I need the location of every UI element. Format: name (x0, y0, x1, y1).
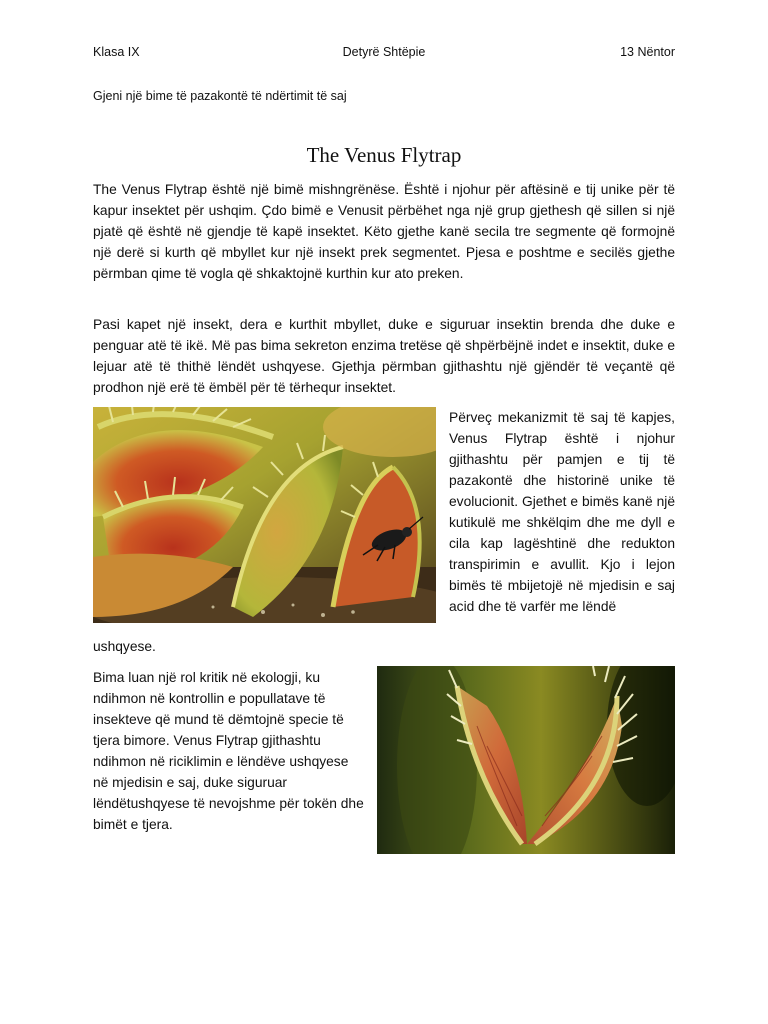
header-assignment: Detyrë Shtëpie (342, 45, 426, 59)
task-instruction: Gjeni një bime të pazakontë të ndërtimit të saj (93, 89, 347, 103)
paragraph-appearance-end: ushqyese. (93, 639, 156, 654)
header-class: Klasa IX (93, 45, 140, 59)
paragraph-intro: The Venus Flytrap është një bimë mishngrënëse. Është i njohur për aftësinë e tij unike për të kapur insektet për ushqim. Çdo bimë e Venusit përbëhet nga një grup gjethesh që sillen si një pjatë që është në gjendje të kapë insektet. Këto gjethe kanë secila tre segmente që formojnë një derë si kurth që mbyllet kur një insekt prek segmentet. Pjesa e poshtme e secilës gjethe përmban qime të vogla që shkaktojnë kurthin kur ato preken. (93, 182, 675, 281)
paragraph-digestion: Pasi kapet një insekt, dera e kurthit mbyllet, duke e siguruar insektin brenda dhe duke e penguar atë të ikë. Më pas bima sekreton enzima tretëse që shpërbëjnë indet e insektit, duke e lejuar atë të thithë lëndët ushqyese. Gjethja përmban gjithashtu një gjëndër të veçantë që prodhon një erë të ëmbël për të tërhequr insektet. (93, 317, 675, 395)
paragraph-ecology: Bima luan një rol kritik në ekologji, ku ndihmon në kontrollin e popullatave të insekteve që mund të dëmtojnë specie të tjera bimore. Venus Flytrap gjithashtu ndihmon në riciklimin e lëndëve ushqyese në mjedisin e saj, duke siguruar lëndëtushqyese të nevojshme për tokën dhe bimët e tjera. (93, 670, 364, 832)
flytrap-closeup-photo (377, 666, 675, 854)
page-title: The Venus Flytrap (306, 143, 462, 167)
flytrap-photo-with-insect (93, 407, 436, 623)
paragraph-appearance: Përveç mekanizmit të saj të kapjes, Venus Flytrap është i njohur gjithashtu për pamjen e tij të pazakontë dhe historinë unike të evolucionit. Gjethet e bimës kanë një kutikulë me shkëlqim dhe me dyll e cila kap lagështinë dhe redukton transpirimin e avullit. Kjo i lejon bimës të mbijetojë në mjedisin e saj acid dhe të varfër me lëndë (449, 410, 675, 614)
header-date: 13 Nëntor (620, 45, 675, 59)
